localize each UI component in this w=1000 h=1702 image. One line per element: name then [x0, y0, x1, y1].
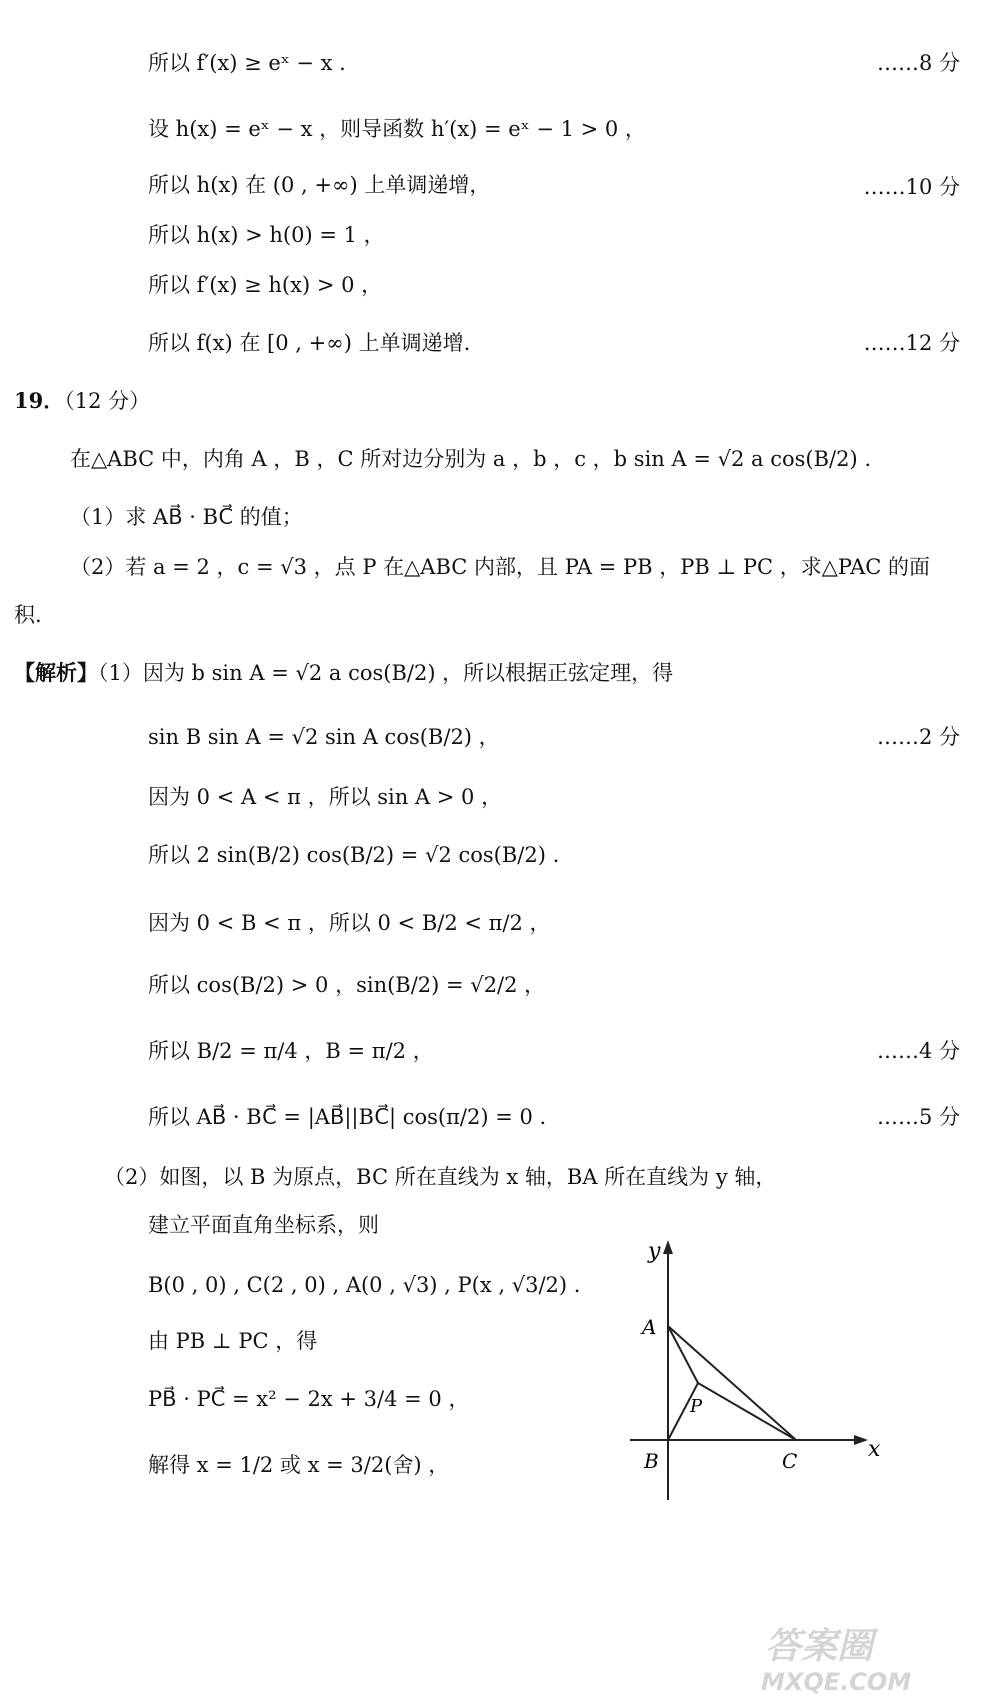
solution-intro [14, 658, 673, 688]
solution-intro-text: （1）因为 b sin A = √2 a cos(B/2) ，所以根据正弦定理，得 [98, 661, 674, 685]
watermark-bottom-text: MXQE.COM [761, 1668, 912, 1694]
solution-step-1: sin B sin A = √2 sin A cos(B/2) ， [148, 725, 500, 749]
score-mark-2: ……2 分 [876, 725, 960, 749]
solution-step-4: 因为 0 < B < π ，所以 0 < B/2 < π/2 ， [148, 911, 551, 935]
score-mark-12: ……12 分 [863, 331, 960, 355]
part2-line-3: B(0 , 0) , C(2 , 0) , A(0 , √3) , P(x , √3/2) . [148, 1273, 581, 1297]
solution-step-2: 因为 0 < A < π ，所以 sin A > 0 ， [148, 785, 503, 809]
y-axis-label: y [648, 1239, 661, 1264]
score-mark-4: ……4 分 [876, 1039, 960, 1063]
proof-line-2: 设 h(x) = eˣ − x ，则导函数 h′(x) = eˣ − 1 > 0 ， [148, 117, 646, 141]
proof-line-1: 所以 f′(x) ≥ eˣ − x . [148, 51, 346, 75]
score-mark-8: ……8 分 [876, 51, 960, 75]
point-P-label: P [690, 1396, 703, 1417]
point-B-label: B [644, 1449, 659, 1473]
problem-part1: （1）求 AB⃗ · BC⃗ 的值； [70, 505, 303, 529]
problem-part2-cont: 积. [14, 603, 42, 627]
coordinate-figure [620, 1230, 900, 1520]
segment-PA [668, 1326, 698, 1383]
x-axis-arrow-icon [854, 1435, 868, 1445]
watermark-top-text: 答案圈 [765, 1626, 874, 1667]
solution-step-7: 所以 AB⃗ · BC⃗ = |AB⃗||BC⃗| cos(π/2) = 0 . [148, 1105, 547, 1129]
part2-line-5: PB⃗ · PC⃗ = x² − 2x + 3/4 = 0 ， [148, 1387, 470, 1411]
part2-line-4: 由 PB ⊥ PC ，得 [148, 1329, 318, 1353]
segment-PC [698, 1383, 796, 1440]
point-A-label: A [642, 1315, 657, 1339]
proof-line-4: 所以 h(x) > h(0) = 1 ， [148, 223, 385, 247]
part2-line-1: （2）如图，以 B 为原点，BC 所在直线为 x 轴，BA 所在直线为 y 轴， [104, 1165, 777, 1189]
solution-step-3: 所以 2 sin(B/2) cos(B/2) = √2 cos(B/2) . [148, 843, 560, 867]
problem-number: 19． [14, 388, 65, 413]
problem-heading [14, 386, 150, 416]
solution-step-6: 所以 B/2 = π/4 ，B = π/2 ， [148, 1039, 434, 1063]
problem-points: （12 分） [64, 389, 151, 413]
solution-step-5: 所以 cos(B/2) > 0 ，sin(B/2) = √2/2 ， [148, 973, 546, 997]
y-axis-arrow-icon [663, 1240, 673, 1254]
watermark-logo [755, 1618, 955, 1694]
score-mark-5: ……5 分 [876, 1105, 960, 1129]
proof-line-5: 所以 f′(x) ≥ h(x) > 0 ， [148, 273, 383, 297]
score-mark-10: ……10 分 [863, 175, 960, 199]
problem-part2: （2）若 a = 2 ，c = √3 ，点 P 在△ABC 内部，且 PA = PB ，PB ⊥ PC ，求△PAC 的面 [70, 555, 931, 579]
proof-line-6: 所以 f(x) 在 [0 , +∞) 上单调递增. [148, 331, 471, 355]
point-C-label: C [782, 1449, 798, 1473]
problem-statement: 在△ABC 中，内角 A ，B ，C 所对边分别为 a ，b ，c ，b sin A = √2 a cos(B/2) . [70, 447, 871, 471]
x-axis-label: x [868, 1437, 881, 1462]
proof-line-3: 所以 h(x) 在 (0 , +∞) 上单调递增， [148, 173, 491, 197]
part2-line-6: 解得 x = 1/2 或 x = 3/2(舍) ， [148, 1453, 450, 1477]
part2-line-2: 建立平面直角坐标系，则 [148, 1213, 379, 1237]
segment-AC [668, 1326, 796, 1440]
solution-label: 【解析】 [14, 660, 98, 685]
